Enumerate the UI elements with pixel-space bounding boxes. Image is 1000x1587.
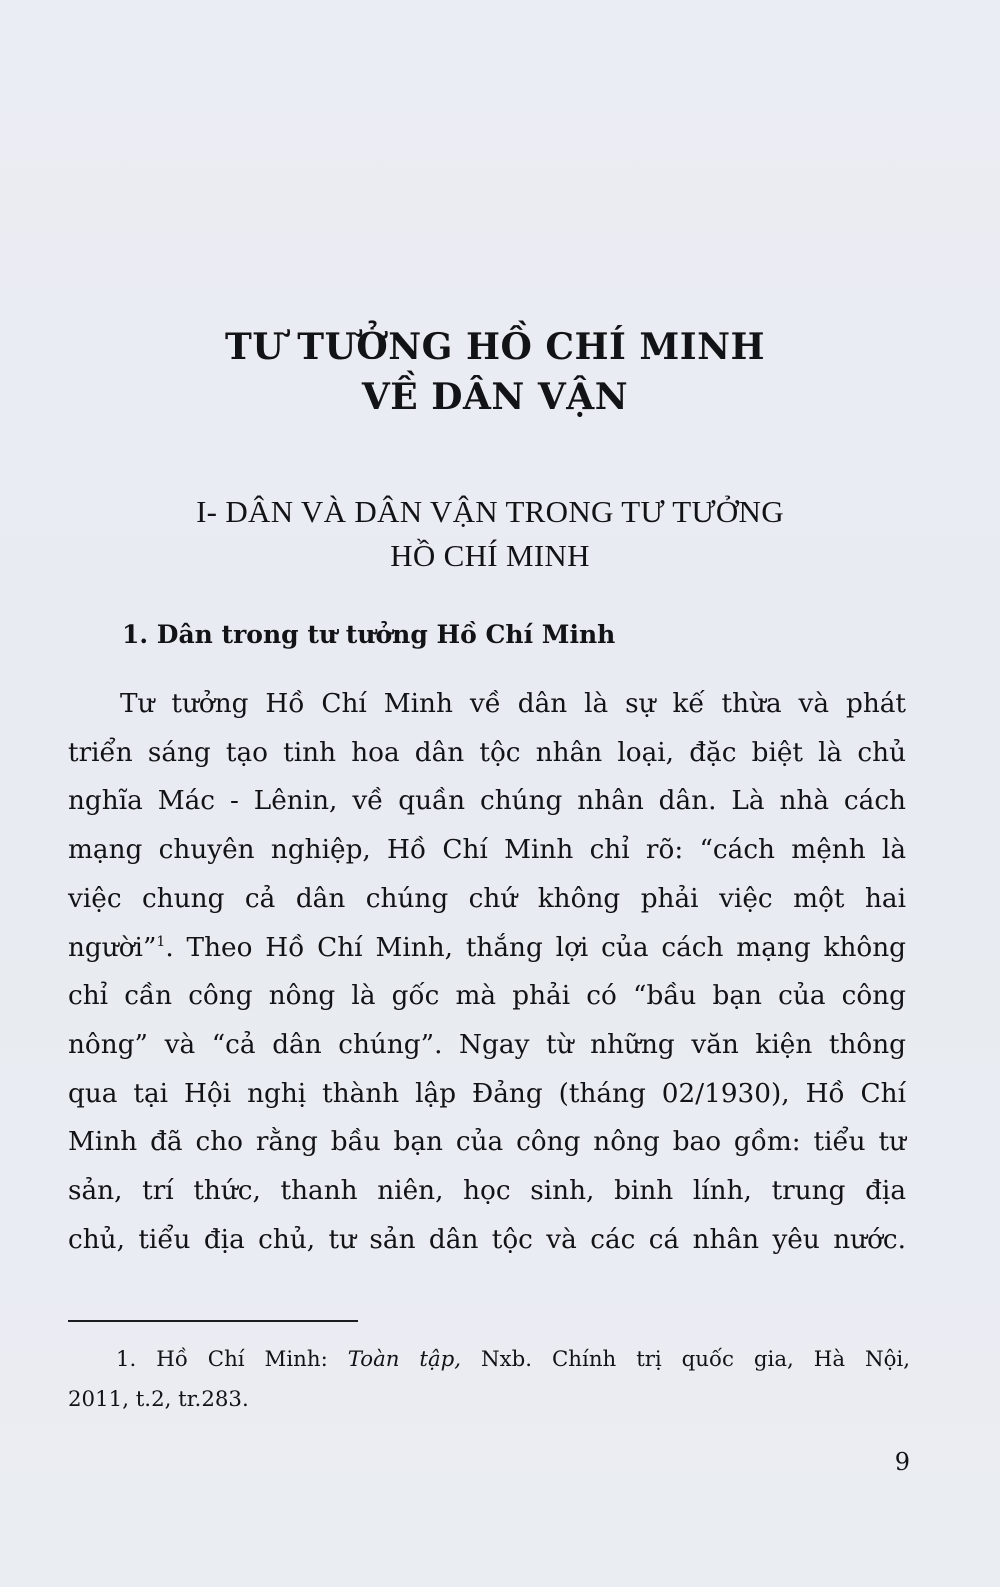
paragraph-line: việc chung cả dân chúng chứ không phải việc một hai xyxy=(68,883,906,914)
footnote-divider xyxy=(68,1320,358,1322)
paragraph-line: chỉ cần công nông là gốc mà phải có “bầu bạn của công xyxy=(68,981,906,1012)
footnote-work-title: Toàn tập, xyxy=(347,1347,462,1372)
paragraph-line: nông” và “cả dân chúng”. Ngay từ những văn kiện thông xyxy=(68,1029,906,1060)
section-heading-line1: I- DÂN VÀ DÂN VẬN TRONG TƯ TƯỞNG xyxy=(196,494,784,529)
page-number: 9 xyxy=(894,1448,910,1476)
footnote-publisher: Nxb. Chính trị quốc gia, Hà Nội, xyxy=(461,1347,910,1372)
footnote-line1 xyxy=(68,1340,910,1380)
paragraph-line: nghĩa Mác - Lênin, về quần chúng nhân dân. Là nhà cách xyxy=(68,786,906,817)
paragraph-line: Minh đã cho rằng bầu bạn của công nông bao gồm: tiểu tư xyxy=(68,1127,906,1158)
footnote-prefix: 1. Hồ Chí Minh: xyxy=(116,1347,348,1372)
footnote-line2: 2011, t.2, tr.283. xyxy=(68,1387,249,1412)
body-paragraph xyxy=(68,680,906,1264)
paragraph-line-with-footnote xyxy=(68,924,906,973)
chapter-title-line1: TƯ TƯỞNG HỒ CHÍ MINH xyxy=(225,326,765,368)
paragraph-line: chủ, tiểu địa chủ, tư sản dân tộc và các cá nhân yêu nước. xyxy=(68,1224,906,1255)
paragraph-line: sản, trí thức, thanh niên, học sinh, binh lính, trung địa xyxy=(68,1176,906,1207)
footnote xyxy=(68,1340,910,1420)
paragraph-line: triển sáng tạo tinh hoa dân tộc nhân loại, đặc biệt là chủ xyxy=(68,737,906,768)
paragraph-line: Tư tưởng Hồ Chí Minh về dân là sự kế thừa và phát xyxy=(120,689,906,719)
section-heading-line2: HỒ CHÍ MINH xyxy=(390,538,590,573)
subsection-heading: 1. Dân trong tư tưởng Hồ Chí Minh xyxy=(122,620,616,649)
paragraph-line: mạng chuyên nghiệp, Hồ Chí Minh chỉ rõ: “cách mệnh là xyxy=(68,835,906,866)
paragraph-text: người” xyxy=(68,932,157,963)
footnote-marker: 1 xyxy=(156,933,166,950)
chapter-title-line2: VỀ DÂN VẬN xyxy=(361,376,629,418)
paragraph-line: qua tại Hội nghị thành lập Đảng (tháng 02/1930), Hồ Chí xyxy=(68,1078,906,1109)
paragraph-text: . Theo Hồ Chí Minh, thắng lợi của cách mạng không xyxy=(165,932,906,963)
